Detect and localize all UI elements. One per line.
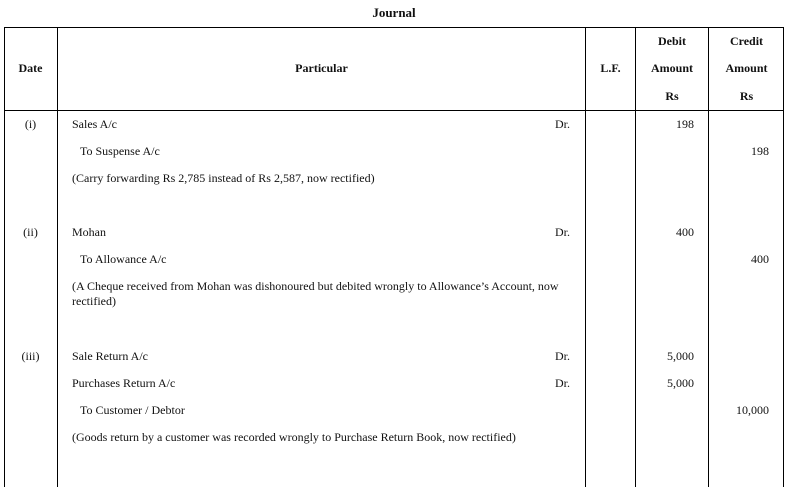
entry-line-text: To Suspense A/c bbox=[80, 144, 160, 158]
entry-debit-amount: 5,000 bbox=[667, 376, 694, 390]
entry-dr-marker: Dr. bbox=[555, 225, 570, 239]
header-credit-2: Amount bbox=[725, 61, 768, 75]
entry-dr-marker: Dr. bbox=[555, 376, 570, 390]
entry-line-text: Sale Return A/c bbox=[72, 349, 148, 363]
entry-dr-marker: Dr. bbox=[555, 117, 570, 131]
header-credit-1: Credit bbox=[729, 34, 764, 48]
header-divider bbox=[4, 110, 784, 111]
entry-date: (iii) bbox=[21, 349, 40, 363]
entry-debit-amount: 5,000 bbox=[667, 349, 694, 363]
entry-line-text: Purchases Return A/c bbox=[72, 376, 176, 390]
entry-line-text: To Customer / Debtor bbox=[80, 403, 185, 417]
col-divider-particular bbox=[585, 27, 586, 487]
header-lf: L.F. bbox=[600, 61, 621, 75]
entry-date: (ii) bbox=[23, 225, 38, 239]
header-debit-3: Rs bbox=[665, 89, 679, 103]
entry-narration: (A Cheque received from Mohan was dishonoured but debited wrongly to Allowance’s Account, now rectified) bbox=[72, 279, 559, 308]
entry-credit-amount: 400 bbox=[751, 252, 769, 266]
entry-narration: (Goods return by a customer was recorded wrongly to Purchase Return Book, now rectified) bbox=[72, 430, 516, 444]
entry-line-text: Mohan bbox=[72, 225, 106, 239]
entry-debit-amount: 198 bbox=[676, 117, 694, 131]
header-credit-3: Rs bbox=[739, 89, 754, 103]
entry-credit-amount: 10,000 bbox=[736, 403, 769, 417]
entry-dr-marker: Dr. bbox=[555, 349, 570, 363]
header-debit-1: Debit bbox=[658, 34, 686, 48]
entry-debit-amount: 400 bbox=[676, 225, 694, 239]
entry-date: (i) bbox=[24, 117, 37, 131]
header-date: Date bbox=[18, 61, 43, 75]
header-debit-2: Amount bbox=[650, 61, 693, 75]
entry-narration: (Carry forwarding Rs 2,785 instead of Rs 2,587, now rectified) bbox=[72, 171, 375, 185]
journal-title: Journal bbox=[372, 5, 416, 20]
entry-line-text: Sales A/c bbox=[72, 117, 117, 131]
col-divider-date bbox=[57, 27, 58, 487]
header-particular: Particular bbox=[295, 61, 348, 75]
entry-credit-amount: 198 bbox=[751, 144, 769, 158]
entry-line-text: To Allowance A/c bbox=[80, 252, 167, 266]
